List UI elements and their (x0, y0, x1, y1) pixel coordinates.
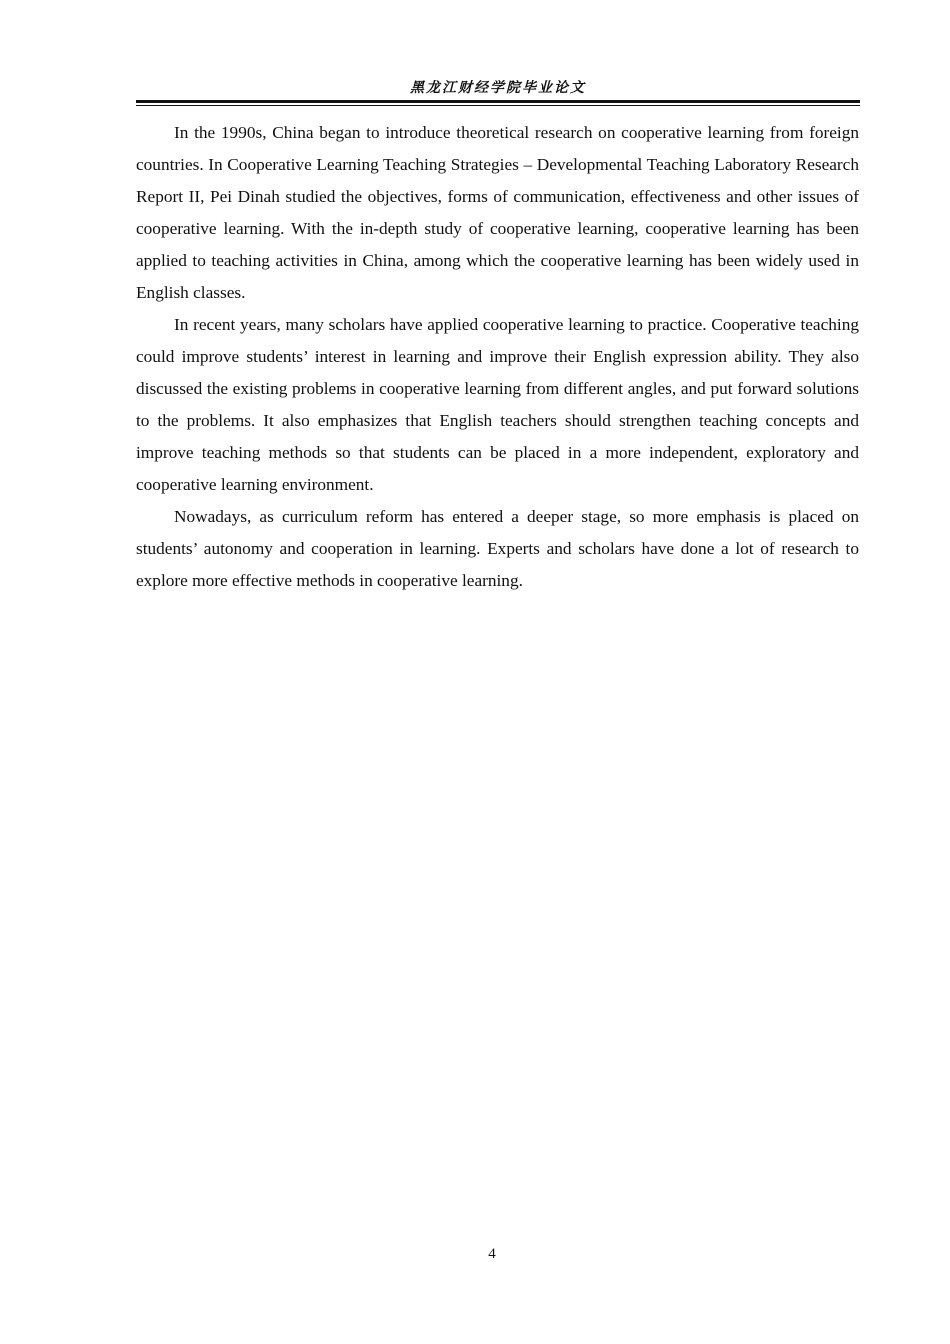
paragraph-1: In the 1990s, China began to introduce theoretical research on cooperative learning from foreign countries. In Cooperative Learning Teaching Strategies – Developmental Teaching Laboratory Research Report II, Pei Dinah studied the objectives, forms of communication, effectiveness and other issues of cooperative learning. With the in-depth study of cooperative learning, cooperative learning has been applied to teaching activities in China, among which the cooperative learning has been widely used in English classes. (136, 123, 859, 302)
header-divider-thin (136, 105, 860, 106)
paragraph-3: Nowadays, as curriculum reform has entered a deeper stage, so more emphasis is placed on students’ autonomy and cooperation in learning. Experts and scholars have done a lot of research to explore more effective methods in cooperative learning. (136, 507, 859, 590)
body-text (136, 117, 859, 597)
page-header-title: 黑龙江财经学院毕业论文 (410, 80, 586, 96)
paragraph-2: In recent years, many scholars have applied cooperative learning to practice. Cooperative teaching could improve students’ interest in learning and improve their English expression ability. They also discussed the existing problems in cooperative learning from different angles, and put forward solutions to the problems. It also emphasizes that English teachers should strengthen teaching concepts and improve teaching methods so that students can be placed in a more independent, exploratory and cooperative learning environment. (136, 315, 859, 494)
header-divider-thick (136, 100, 860, 103)
page-number: 4 (488, 1246, 496, 1262)
